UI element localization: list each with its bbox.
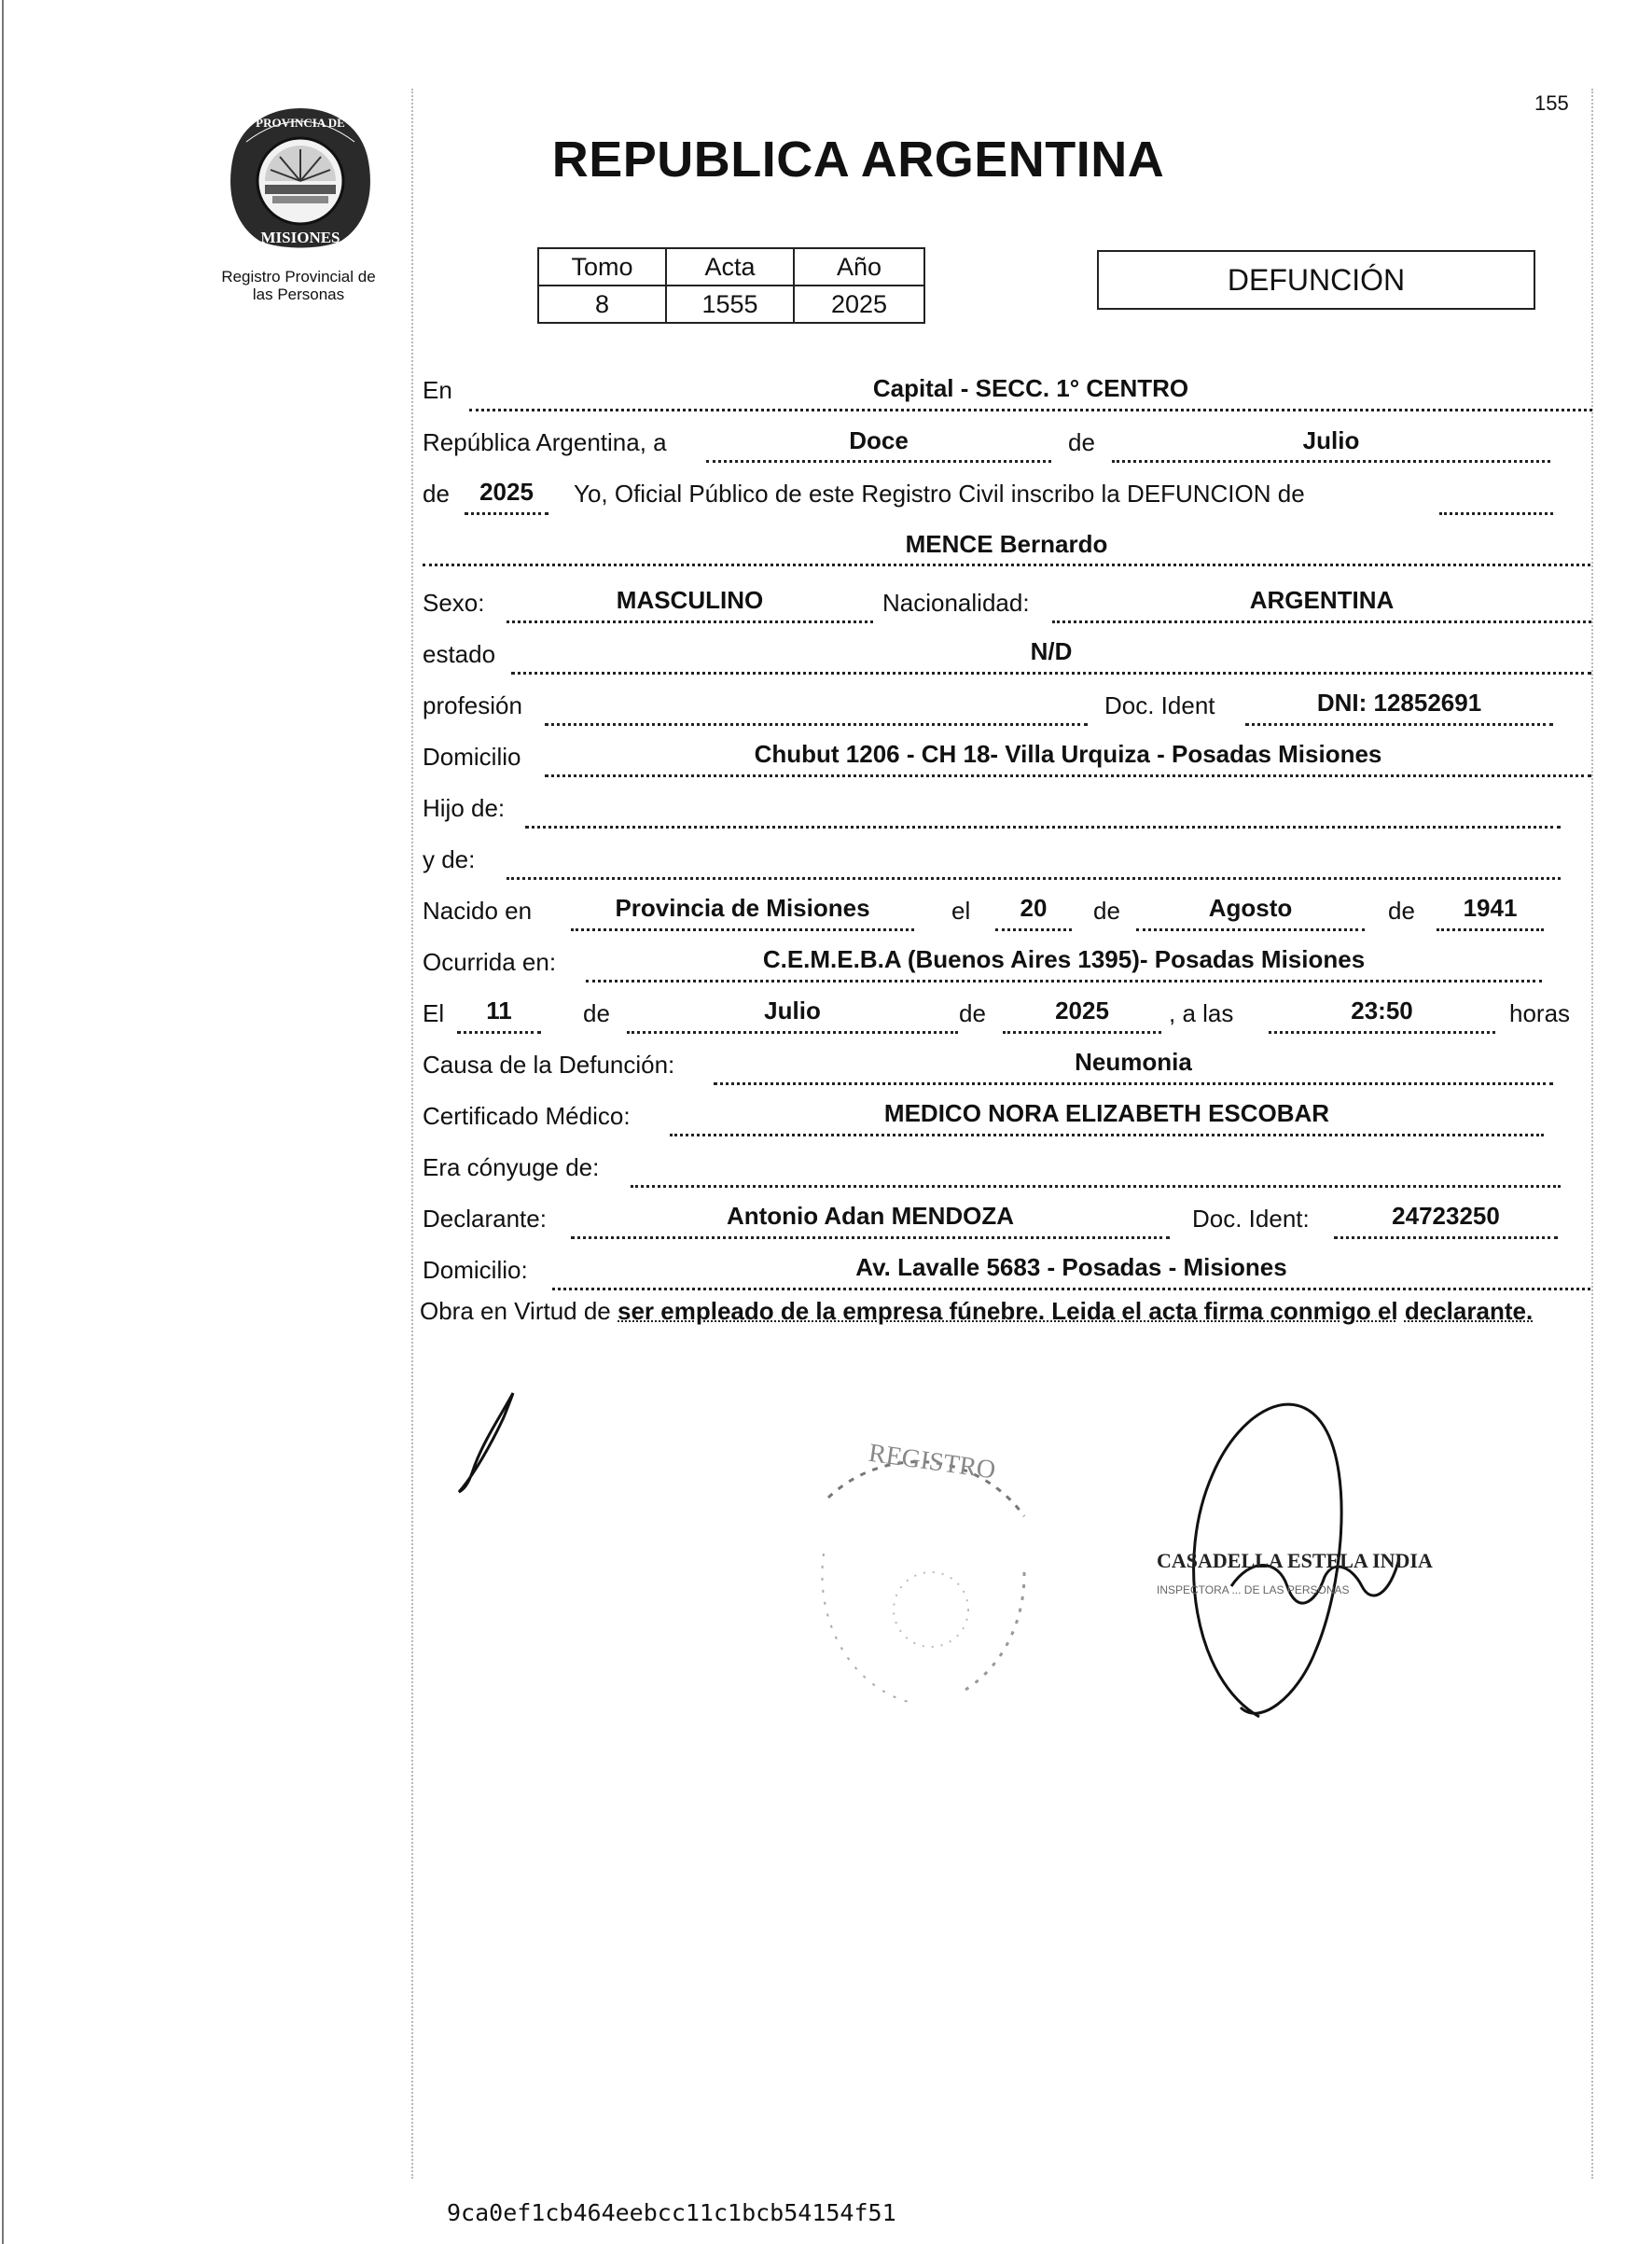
officer-stamp-name: CASADELLA ESTELA INDIA — [1157, 1549, 1433, 1572]
field-nac-dia: 20 — [1020, 894, 1048, 922]
dots-def-anio — [1003, 1031, 1161, 1034]
seal-lettering-bottom: MISIONES — [260, 229, 340, 246]
declarant-signature — [446, 1386, 539, 1498]
misiones-province-seal — [228, 105, 373, 252]
tomo-header: Tomo — [538, 248, 666, 286]
officer-signature — [1138, 1372, 1446, 1735]
field-doc-ident: DNI: 12852691 — [1316, 689, 1482, 717]
dots-nac-mes — [1136, 928, 1365, 931]
label-horas: horas — [1509, 999, 1571, 1027]
dots-y-de — [507, 877, 1561, 880]
dots-declarante — [571, 1236, 1170, 1239]
field-sexo: MASCULINO — [616, 586, 764, 614]
field-mes: Julio — [1302, 426, 1360, 454]
dots-anio — [465, 512, 548, 515]
field-estado: N/D — [1030, 637, 1073, 665]
registry-caption-line2: las Personas — [252, 286, 345, 303]
dots-nombre — [423, 564, 1590, 566]
acta-header: Acta — [666, 248, 794, 286]
field-anio: 2025 — [479, 478, 534, 506]
field-dia-letras: Doce — [849, 426, 909, 454]
field-def-mes: Julio — [764, 997, 821, 1024]
label-nacionalidad: Nacionalidad: — [882, 589, 1030, 617]
label-de-1: de — [1068, 428, 1095, 456]
dots-lugar — [469, 409, 1592, 411]
anio-value: 2025 — [794, 286, 924, 323]
page-title: REPUBLICA ARGENTINA — [551, 132, 1165, 188]
label-profesion: profesión — [423, 691, 522, 719]
label-domicilio: Domicilio — [423, 743, 521, 771]
field-def-anio: 2025 — [1055, 997, 1109, 1024]
record-number-table — [537, 247, 925, 324]
label-nacido-en: Nacido en — [423, 897, 533, 925]
label-de-5: de — [583, 999, 610, 1027]
label-doc-ident: Doc. Ident — [1104, 691, 1215, 719]
label-estado: estado — [423, 640, 496, 668]
dots-profesion — [545, 723, 1088, 726]
field-def-hora: 23:50 — [1351, 997, 1413, 1024]
dots-estado — [511, 672, 1591, 675]
anio-header: Año — [794, 248, 924, 286]
obra-en-virtud-text — [420, 1292, 1590, 1330]
label-en: En — [423, 376, 452, 404]
dots-nac-dia — [995, 928, 1072, 931]
label-obra: Obra en Virtud de — [420, 1297, 611, 1325]
label-doc-ident-declarante: Doc. Ident: — [1192, 1205, 1310, 1233]
label-el-cap: El — [423, 999, 445, 1027]
field-nombre: MENCE Bernardo — [905, 530, 1108, 558]
field-lugar: Capital - SECC. 1° CENTRO — [872, 374, 1189, 402]
registry-caption — [187, 268, 410, 303]
dots-dia — [706, 460, 1051, 463]
dots-causa — [714, 1082, 1553, 1085]
field-obra-line2: declarante. — [1404, 1297, 1534, 1325]
dots-def-dia — [457, 1031, 541, 1034]
dots-doc-ident — [1245, 723, 1553, 726]
field-def-dia: 11 — [486, 997, 512, 1024]
label-de-4: de — [1388, 897, 1415, 925]
label-de-6: de — [959, 999, 986, 1027]
field-declarante: Antonio Adan MENDOZA — [726, 1202, 1015, 1230]
field-certificado: MEDICO NORA ELIZABETH ESCOBAR — [883, 1099, 1330, 1127]
acta-value: 1555 — [666, 286, 794, 323]
document-hash: 9ca0ef1cb464eebcc11c1bcb54154f51 — [447, 2199, 896, 2226]
dots-nacionalidad — [1052, 620, 1591, 623]
field-obra-line1: ser empleado de la empresa fúnebre. Leida el acta firma conmigo el — [618, 1297, 1398, 1325]
dots-def-hora — [1269, 1031, 1495, 1034]
label-certificado: Certificado Médico: — [423, 1102, 631, 1130]
dots-def-mes — [627, 1031, 958, 1034]
dots-yo-end — [1439, 512, 1553, 515]
field-nac-mes: Agosto — [1208, 894, 1293, 922]
label-domicilio-declarante: Domicilio: — [423, 1256, 528, 1284]
page-number: 155 — [1534, 91, 1569, 115]
registry-stamp — [791, 1423, 1071, 1731]
field-nac-anio: 1941 — [1463, 894, 1518, 922]
dots-ocurrida-en — [586, 980, 1542, 983]
label-conyuge: Era cónyuge de: — [423, 1153, 600, 1181]
label-y-de: y de: — [423, 845, 476, 873]
label-sexo: Sexo: — [423, 589, 485, 617]
label-causa: Causa de la Defunción: — [423, 1051, 675, 1079]
dots-nac-anio — [1437, 928, 1544, 931]
seal-lettering-top: PROVINCIA DE — [256, 116, 345, 130]
dots-declarante-domicilio — [552, 1288, 1590, 1290]
label-yo-oficial: Yo, Oficial Público de este Registro Civil inscribo la DEFUNCION de — [574, 480, 1305, 508]
label-ocurrida-en: Ocurrida en: — [423, 948, 557, 976]
dots-nacido-en — [571, 928, 914, 931]
label-declarante: Declarante: — [423, 1205, 547, 1233]
label-el: el — [951, 897, 971, 925]
label-hijo-de: Hijo de: — [423, 794, 506, 822]
label-de-2: de — [423, 480, 450, 508]
field-ocurrida-en: C.E.M.E.B.A (Buenos Aires 1395)- Posadas Misiones — [762, 945, 1366, 973]
dots-declarante-doc — [1334, 1236, 1558, 1239]
dots-mes — [1112, 460, 1550, 463]
registry-caption-line1: Registro Provincial de — [221, 268, 376, 286]
label-a-las: , a las — [1169, 999, 1234, 1027]
label-republica: República Argentina, a — [423, 428, 667, 456]
dots-sexo — [507, 620, 873, 623]
dots-domicilio — [545, 774, 1591, 777]
field-causa: Neumonia — [1075, 1048, 1192, 1076]
field-domicilio: Chubut 1206 - CH 18- Villa Urquiza - Posadas Misiones — [754, 740, 1382, 768]
dots-hijo-de — [525, 826, 1561, 829]
field-nacido-en: Provincia de Misiones — [615, 894, 870, 922]
dots-certificado — [670, 1134, 1544, 1136]
label-de-3: de — [1093, 897, 1120, 925]
field-declarante-domicilio: Av. Lavalle 5683 - Posadas - Misiones — [855, 1253, 1287, 1281]
record-type-box: DEFUNCIÓN — [1097, 250, 1535, 310]
officer-stamp-line2: INSPECTORA ... DE LAS PERSONAS — [1157, 1583, 1350, 1596]
field-declarante-doc: 24723250 — [1392, 1202, 1500, 1230]
dots-conyuge — [631, 1185, 1561, 1188]
tomo-value: 8 — [538, 286, 666, 323]
left-margin-line — [411, 89, 413, 2179]
field-nacionalidad: ARGENTINA — [1249, 586, 1395, 614]
stamp-lettering: REGISTRO — [867, 1438, 998, 1485]
